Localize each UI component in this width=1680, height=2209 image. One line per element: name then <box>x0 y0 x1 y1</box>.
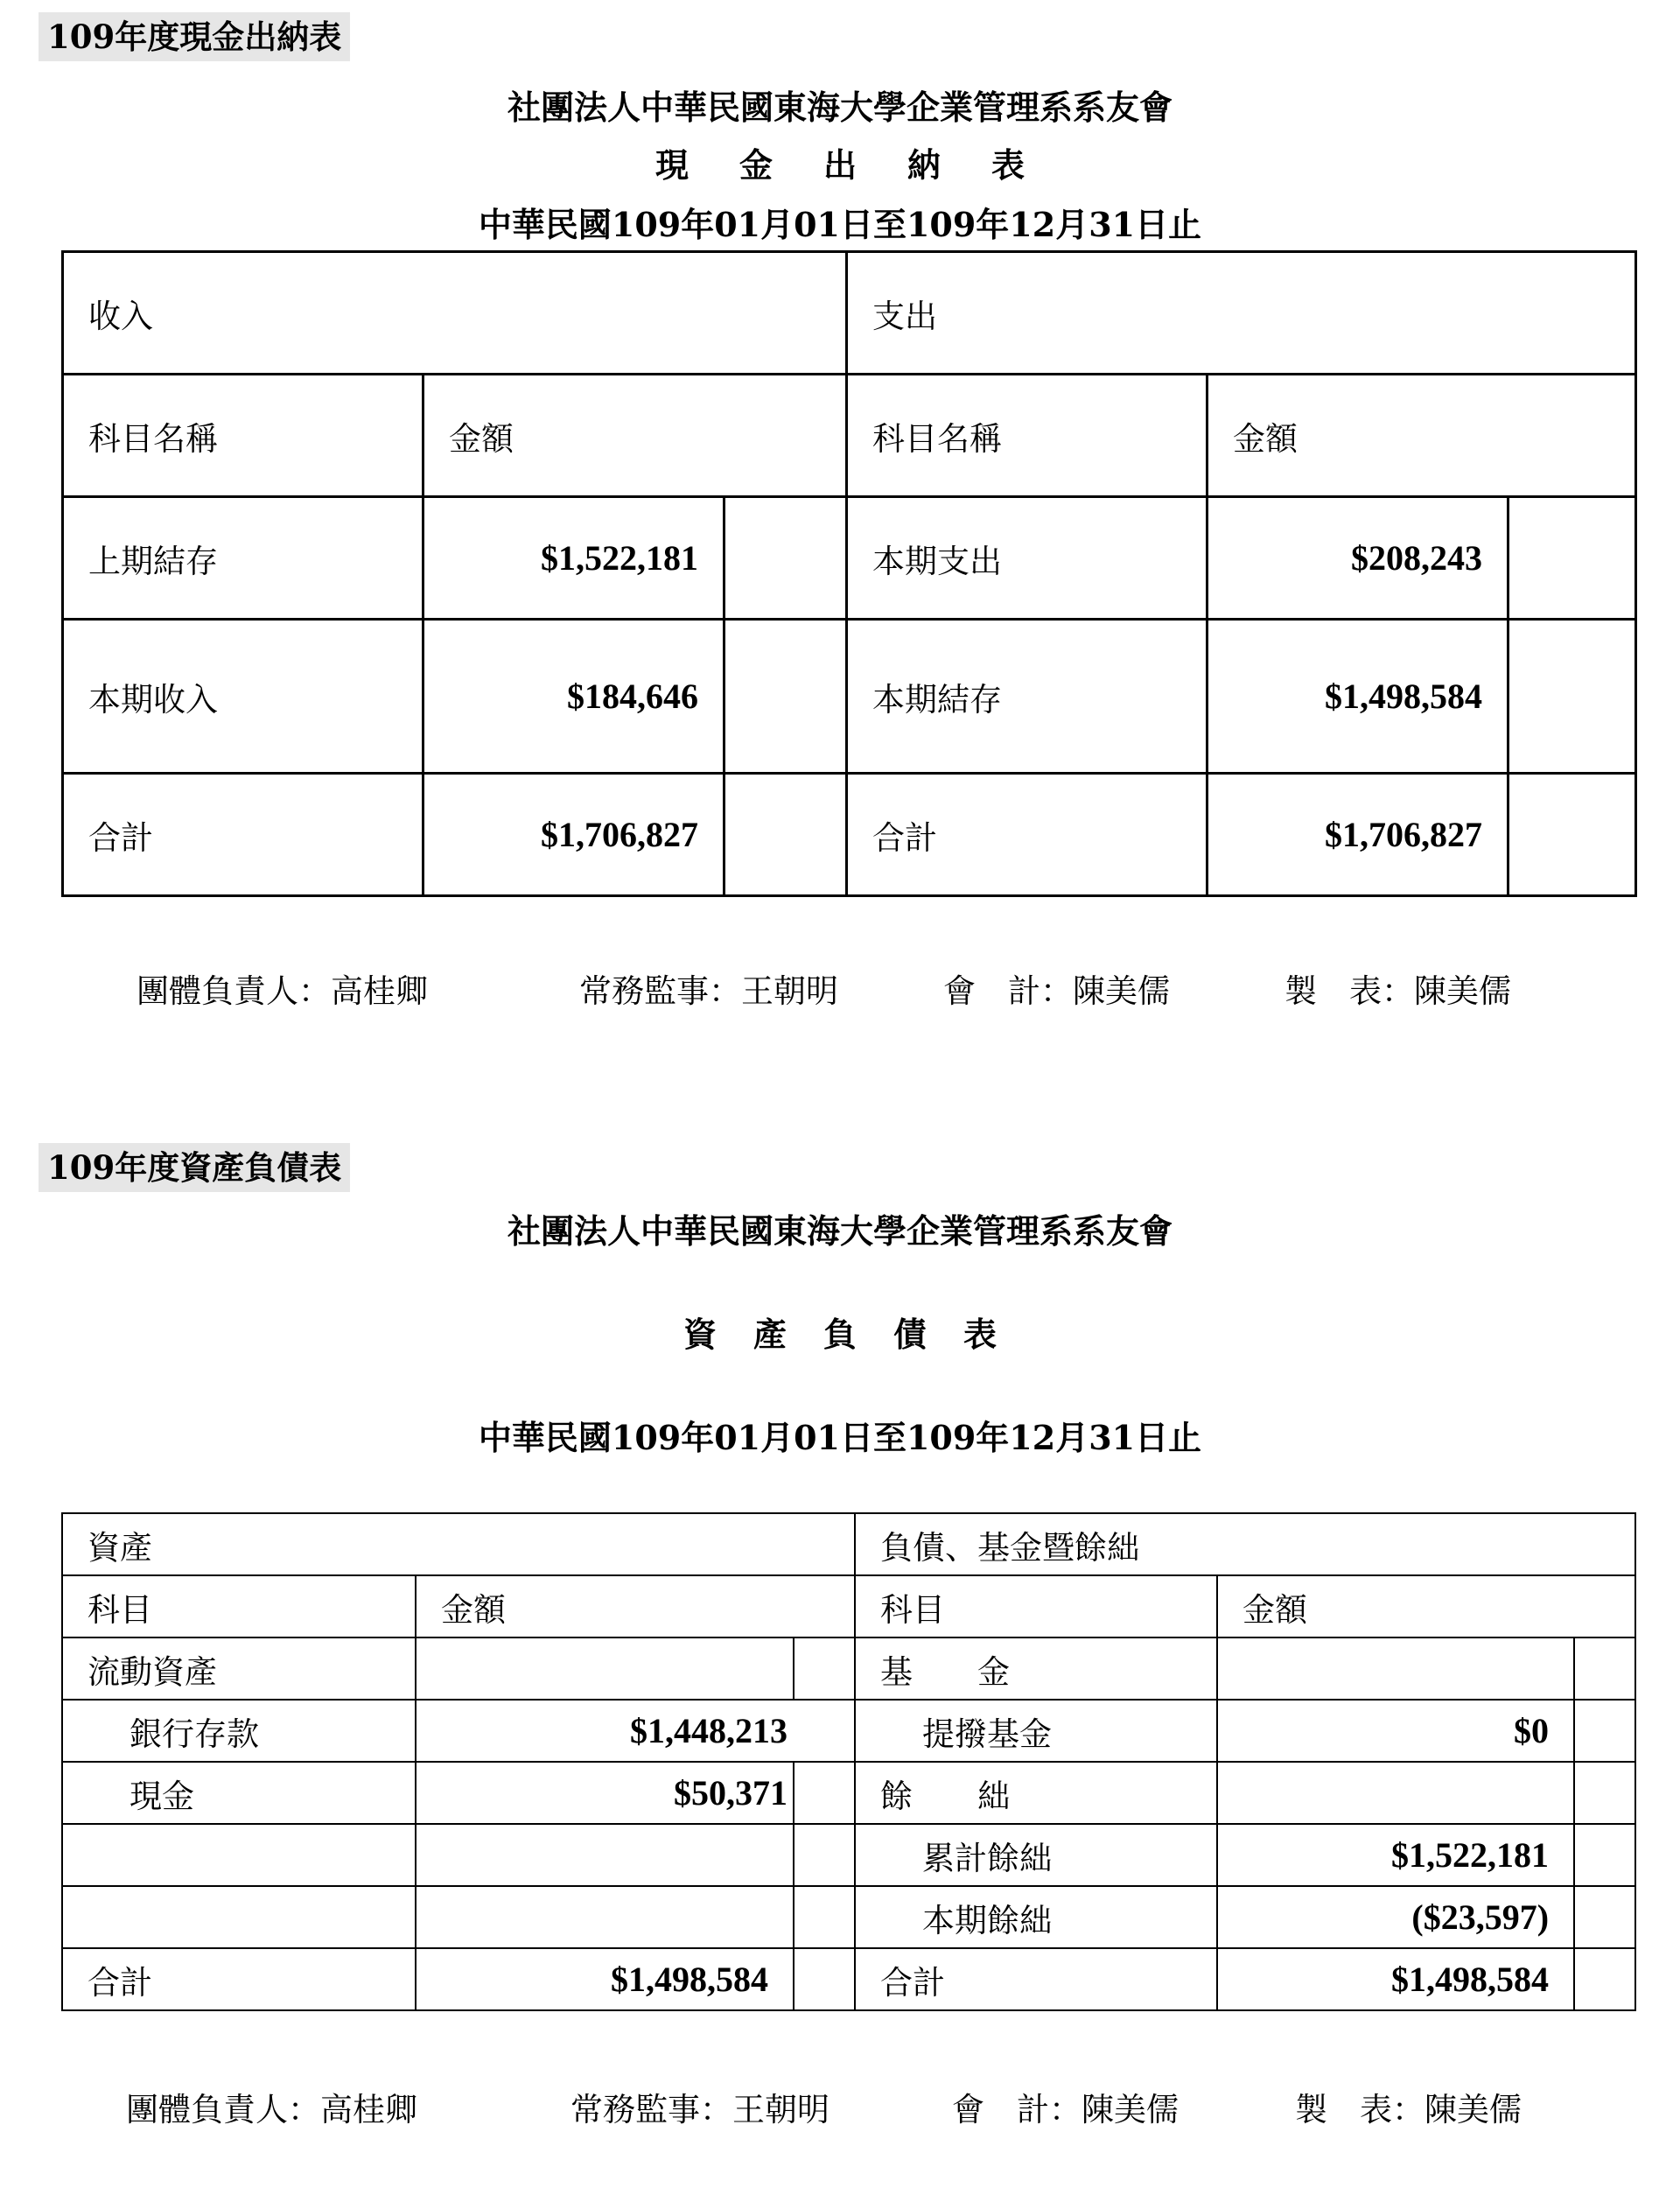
asset-total-label: 合計 <box>62 1948 416 2010</box>
asset-amount <box>416 1886 794 1948</box>
income-col-amount: 金額 <box>424 375 847 497</box>
liability-amount: ($23,597) <box>1217 1886 1574 1948</box>
table-row <box>62 1886 1635 1948</box>
signature-supervisor: 常務監事：王朝明 <box>579 972 838 1010</box>
signature-preparer: 製 表：陳美儒 <box>1295 2091 1522 2128</box>
liability-amount <box>1217 1637 1574 1700</box>
liability-amount <box>1217 1762 1574 1824</box>
empty-cell <box>1574 1700 1635 1762</box>
empty-cell <box>1574 1886 1635 1948</box>
income-amount: $1,522,181 <box>424 497 724 620</box>
liability-label: 提撥基金 <box>855 1700 1217 1762</box>
expense-amount: $1,498,584 <box>1208 620 1508 774</box>
expense-amount: $208,243 <box>1208 497 1508 620</box>
liability-total-amount: $1,498,584 <box>1217 1948 1574 2010</box>
income-amount: $184,646 <box>424 620 724 774</box>
empty-cell <box>1508 497 1636 620</box>
signature-preparer: 製 表：陳美儒 <box>1284 972 1511 1010</box>
empty-cell <box>1508 620 1636 774</box>
liabilities-header: 負債、基金暨餘絀 <box>855 1513 1635 1575</box>
asset-amount: $1,448,213 <box>416 1700 855 1762</box>
liabilities-col-account: 科目 <box>855 1575 1217 1637</box>
empty-cell <box>1508 774 1636 896</box>
cash-statement-tag: 109年度現金出納表 <box>38 12 350 61</box>
empty-cell <box>1574 1762 1635 1824</box>
liability-label: 基 金 <box>855 1637 1217 1700</box>
income-label: 本期收入 <box>63 620 424 774</box>
income-header: 收入 <box>63 252 847 375</box>
expense-label: 本期支出 <box>847 497 1208 620</box>
liabilities-col-amount: 金額 <box>1217 1575 1635 1637</box>
liability-amount: $1,522,181 <box>1217 1824 1574 1886</box>
signature-accountant: 會 計：陳美儒 <box>943 972 1170 1010</box>
signature-supervisor: 常務監事：王朝明 <box>570 2091 830 2128</box>
balance-sheet-tag: 109年度資產負債表 <box>38 1143 350 1192</box>
balance-period: 中華民國109年01月01日至109年12月31日止 <box>478 1418 1202 1457</box>
empty-cell <box>724 620 847 774</box>
asset-amount <box>416 1637 794 1700</box>
asset-amount: $50,371 <box>416 1762 794 1824</box>
empty-cell <box>1574 1637 1635 1700</box>
asset-label: 銀行存款 <box>62 1700 416 1762</box>
empty-cell <box>794 1824 855 1886</box>
table-row <box>62 1700 1635 1762</box>
assets-col-amount: 金額 <box>416 1575 855 1637</box>
liability-total-label: 合計 <box>855 1948 1217 2010</box>
income-col-account: 科目名稱 <box>63 375 424 497</box>
asset-label: 現金 <box>62 1762 416 1824</box>
expense-label: 本期結存 <box>847 620 1208 774</box>
asset-label: 流動資產 <box>62 1637 416 1700</box>
liability-label: 本期餘絀 <box>855 1886 1217 1948</box>
balance-org-name: 社團法人中華民國東海大學企業管理系系友會 <box>507 1211 1172 1251</box>
balance-sheet-table <box>61 1512 1636 2011</box>
income-total-amount: $1,706,827 <box>424 774 724 896</box>
asset-label <box>62 1824 416 1886</box>
cash-period: 中華民國109年01月01日至109年12月31日止 <box>478 205 1202 244</box>
empty-cell <box>1574 1824 1635 1886</box>
liability-amount: $0 <box>1217 1700 1574 1762</box>
income-label: 上期結存 <box>63 497 424 620</box>
signature-head: 團體負責人：高桂卿 <box>126 2091 417 2128</box>
liability-label: 累計餘絀 <box>855 1824 1217 1886</box>
empty-cell <box>794 1886 855 1948</box>
cash-title: 現金出納表 <box>654 145 1075 185</box>
table-row <box>63 497 1636 620</box>
empty-cell <box>794 1762 855 1824</box>
empty-cell <box>1574 1948 1635 2010</box>
asset-amount <box>416 1824 794 1886</box>
signature-head: 團體負責人：高桂卿 <box>136 972 428 1010</box>
expense-total-label: 合計 <box>847 774 1208 896</box>
income-total-label: 合計 <box>63 774 424 896</box>
expense-col-account: 科目名稱 <box>847 375 1208 497</box>
table-row <box>62 1824 1635 1886</box>
signature-accountant: 會 計：陳美儒 <box>952 2091 1179 2128</box>
assets-col-account: 科目 <box>62 1575 416 1637</box>
table-row <box>62 1762 1635 1824</box>
empty-cell <box>724 774 847 896</box>
empty-cell <box>794 1948 855 2010</box>
expense-col-amount: 金額 <box>1208 375 1636 497</box>
balance-title: 資產負債表 <box>682 1315 1033 1354</box>
asset-total-amount: $1,498,584 <box>416 1948 794 2010</box>
table-row <box>62 1948 1635 2010</box>
table-row <box>62 1637 1635 1700</box>
asset-label <box>62 1886 416 1948</box>
table-row <box>63 620 1636 774</box>
empty-cell <box>794 1637 855 1700</box>
cash-org-name: 社團法人中華民國東海大學企業管理系系友會 <box>507 88 1172 127</box>
table-row <box>63 774 1636 896</box>
expense-total-amount: $1,706,827 <box>1208 774 1508 896</box>
cash-statement-table <box>61 250 1637 897</box>
empty-cell <box>724 497 847 620</box>
liability-label: 餘 絀 <box>855 1762 1217 1824</box>
expense-header: 支出 <box>847 252 1636 375</box>
assets-header: 資產 <box>62 1513 855 1575</box>
